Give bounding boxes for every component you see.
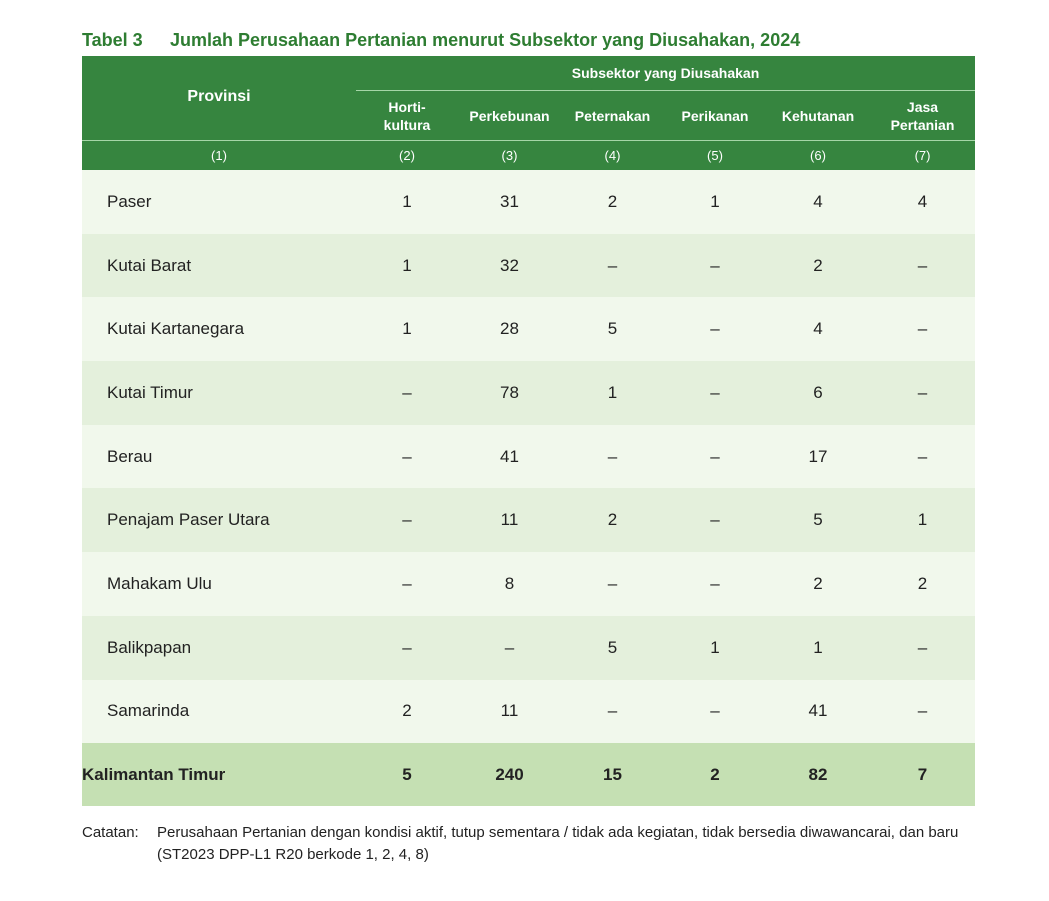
column-header-line: Perikanan (681, 107, 749, 124)
cell-value: 1 (356, 170, 458, 234)
column-header (766, 91, 870, 141)
column-header-line: Jasa (906, 98, 939, 115)
cell-value: 1 (664, 170, 766, 234)
cell-value: 5 (766, 488, 870, 552)
cell-value: – (664, 234, 766, 298)
total-value: 7 (870, 743, 975, 806)
cell-value: 2 (766, 552, 870, 616)
cell-value: – (870, 361, 975, 425)
cell-value: – (870, 234, 975, 298)
region-name: Kutai Kartanegara (82, 297, 356, 361)
note-text: Perusahaan Pertanian dengan kondisi aktif, tutup sementara / tidak ada kegiatan, tidak bersedia diwawancarai, dan baru (ST2023 DPP-L1 R20 berkode 1, 2, 4, 8) (157, 824, 959, 863)
cell-value: 2 (561, 488, 664, 552)
column-number: (5) (664, 141, 766, 171)
table-note (82, 822, 982, 866)
cell-value: 2 (356, 680, 458, 744)
cell-value: 78 (458, 361, 561, 425)
cell-value: – (356, 361, 458, 425)
note-label: Catatan: (82, 824, 139, 841)
table-row (82, 425, 975, 489)
cell-value: 5 (561, 297, 664, 361)
table-row (82, 680, 975, 744)
column-header (561, 91, 664, 141)
table-row (82, 361, 975, 425)
cell-value: 8 (458, 552, 561, 616)
cell-value: – (664, 552, 766, 616)
cell-value: – (356, 488, 458, 552)
cell-value: 4 (766, 170, 870, 234)
cell-value: – (870, 425, 975, 489)
cell-value: 5 (561, 616, 664, 680)
cell-value: 4 (766, 297, 870, 361)
cell-value: – (561, 552, 664, 616)
column-header-line: kultura (383, 116, 431, 133)
cell-value: 41 (766, 680, 870, 744)
column-header (664, 91, 766, 141)
cell-value: 4 (870, 170, 975, 234)
region-name: Berau (82, 425, 356, 489)
cell-value: 11 (458, 680, 561, 744)
table-row (82, 170, 975, 234)
cell-value: – (458, 616, 561, 680)
total-value: 82 (766, 743, 870, 806)
column-number: (4) (561, 141, 664, 171)
column-header (458, 91, 561, 141)
column-header-line: Horti- (388, 98, 426, 115)
cell-value: 32 (458, 234, 561, 298)
header-subsector-group: Subsektor yang Diusahakan (356, 56, 975, 91)
cell-value: 1 (356, 297, 458, 361)
cell-value: 1 (356, 234, 458, 298)
cell-value: – (356, 425, 458, 489)
column-number: (7) (870, 141, 975, 171)
region-name: Kutai Timur (82, 361, 356, 425)
column-number: (2) (356, 141, 458, 171)
table-row (82, 297, 975, 361)
total-value: 5 (356, 743, 458, 806)
cell-value: – (870, 680, 975, 744)
table-title (82, 30, 800, 51)
region-name: Kutai Barat (82, 234, 356, 298)
cell-value: 1 (766, 616, 870, 680)
cell-value: – (664, 297, 766, 361)
cell-value: – (870, 616, 975, 680)
cell-value: – (561, 680, 664, 744)
table-number: Tabel 3 (82, 30, 143, 50)
region-name: Mahakam Ulu (82, 552, 356, 616)
table-row (82, 488, 975, 552)
cell-value: – (870, 297, 975, 361)
region-name: Paser (82, 170, 356, 234)
cell-value: 17 (766, 425, 870, 489)
cell-value: 28 (458, 297, 561, 361)
cell-value: – (356, 616, 458, 680)
total-row (82, 743, 975, 806)
cell-value: 6 (766, 361, 870, 425)
cell-value: – (561, 425, 664, 489)
total-name: Kalimantan Timur (82, 743, 356, 806)
column-header (870, 91, 975, 141)
table-row (82, 234, 975, 298)
header-province: Provinsi (82, 56, 356, 141)
cell-value: 41 (458, 425, 561, 489)
cell-value: 31 (458, 170, 561, 234)
cell-value: – (664, 488, 766, 552)
column-header-line: Kehutanan (781, 107, 855, 124)
data-table (82, 56, 975, 806)
column-number: (6) (766, 141, 870, 171)
table-row (82, 552, 975, 616)
cell-value: – (664, 361, 766, 425)
cell-value: 1 (561, 361, 664, 425)
column-header (356, 91, 458, 141)
region-name: Penajam Paser Utara (82, 488, 356, 552)
cell-value: 2 (870, 552, 975, 616)
total-value: 240 (458, 743, 561, 806)
total-value: 15 (561, 743, 664, 806)
column-number: (1) (82, 141, 356, 171)
column-header-line: Peternakan (574, 107, 651, 124)
cell-value: – (356, 552, 458, 616)
region-name: Samarinda (82, 680, 356, 744)
column-header-line: Perkebunan (469, 107, 550, 124)
cell-value: – (561, 234, 664, 298)
region-name: Balikpapan (82, 616, 356, 680)
cell-value: 11 (458, 488, 561, 552)
total-value: 2 (664, 743, 766, 806)
table-row (82, 616, 975, 680)
column-header-line: Pertanian (890, 116, 955, 133)
column-number: (3) (458, 141, 561, 171)
cell-value: 1 (870, 488, 975, 552)
cell-value: 1 (664, 616, 766, 680)
cell-value: 2 (766, 234, 870, 298)
cell-value: 2 (561, 170, 664, 234)
cell-value: – (664, 680, 766, 744)
table-title-text: Jumlah Perusahaan Pertanian menurut Subsektor yang Diusahakan, 2024 (170, 30, 801, 50)
cell-value: – (664, 425, 766, 489)
